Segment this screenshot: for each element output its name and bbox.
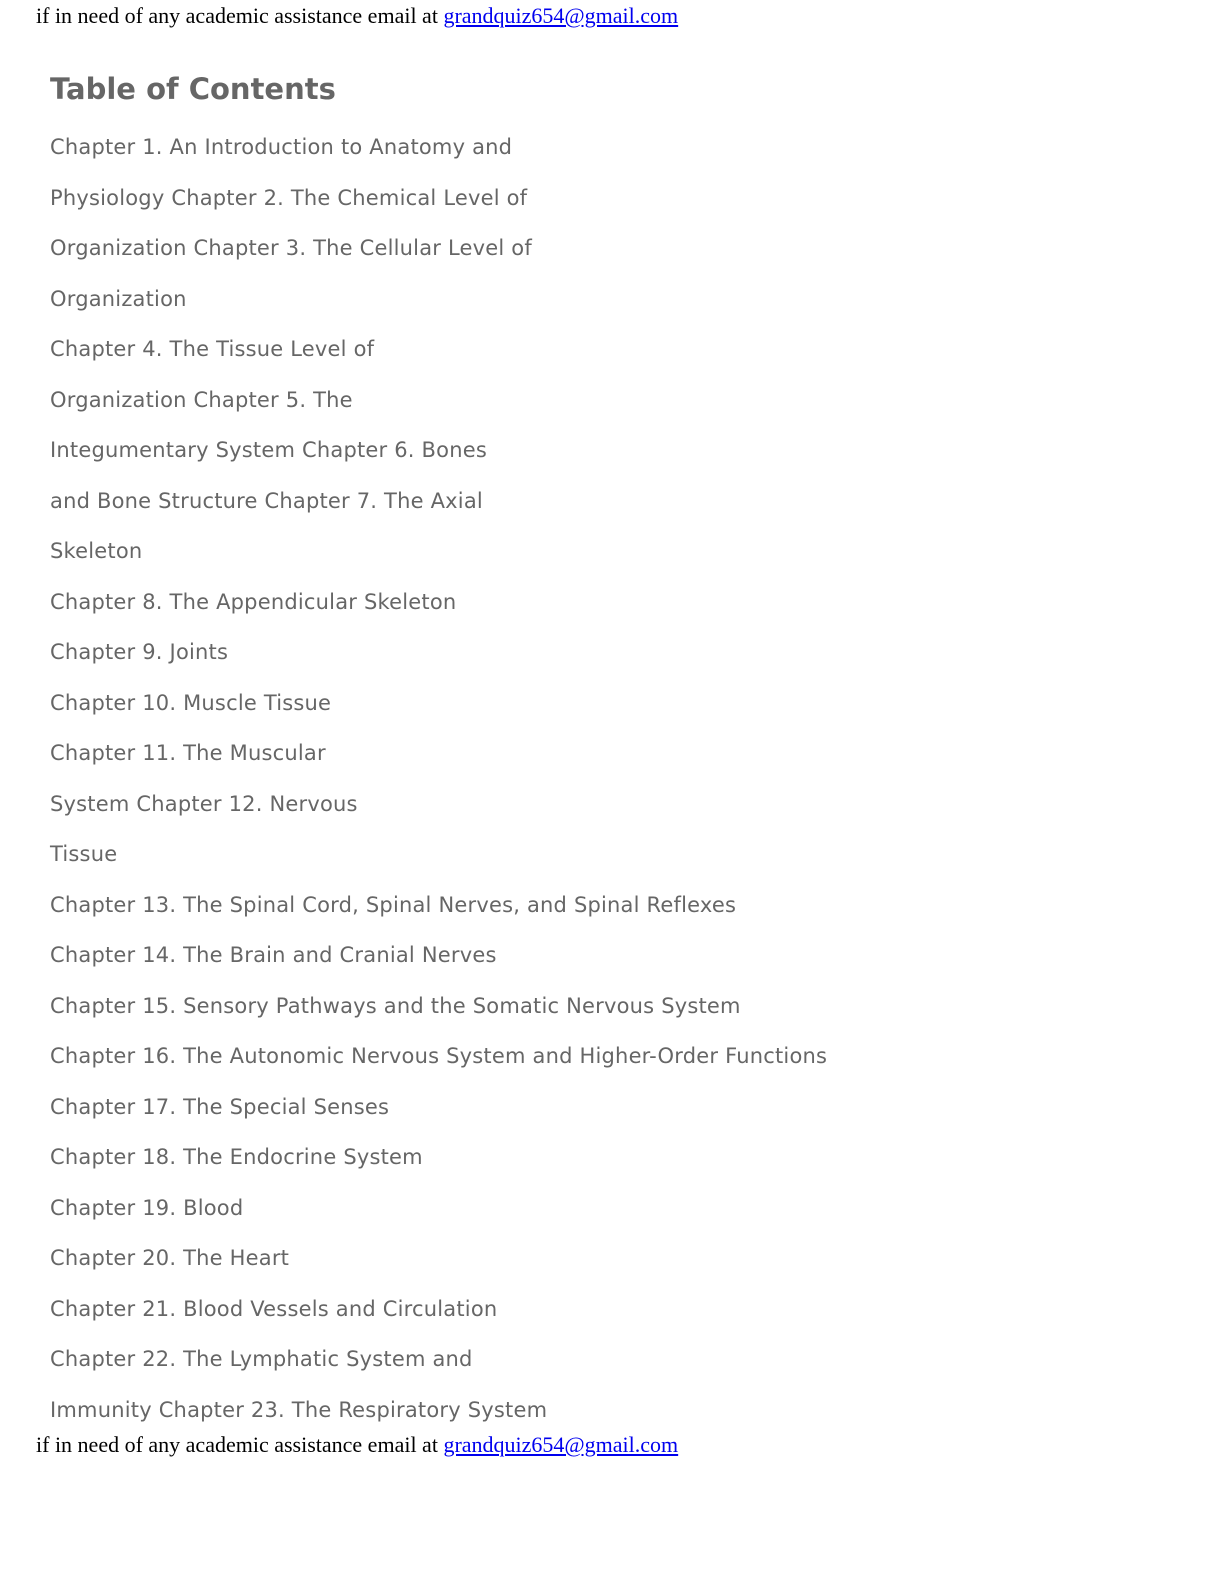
toc-line: Chapter 9. Joints	[50, 640, 229, 664]
table-of-contents	[50, 70, 827, 1435]
toc-line: Chapter 4. The Tissue Level of	[50, 337, 375, 361]
email-link[interactable]: grandquiz654@gmail.com	[443, 1432, 679, 1457]
footer-banner	[36, 1432, 678, 1458]
toc-line: System Chapter 12. Nervous	[50, 791, 358, 816]
toc-line: Chapter 8. The Appendicular Skeleton	[50, 589, 457, 614]
toc-line: Chapter 15. Sensory Pathways and the Somatic Nervous System	[50, 993, 741, 1018]
banner-text: if in need of any academic assistance email at	[36, 1432, 444, 1457]
toc-title: Table of Contents	[50, 72, 336, 106]
toc-line: Chapter 13. The Spinal Cord, Spinal Nerves, and Spinal Reflexes	[50, 892, 737, 917]
toc-line: Chapter 20. The Heart	[50, 1246, 290, 1270]
toc-line: Chapter 16. The Autonomic Nervous System and Higher-Order Functions	[50, 1044, 828, 1068]
toc-line: Organization	[50, 286, 187, 311]
toc-line: Chapter 22. The Lymphatic System and	[50, 1347, 473, 1371]
toc-line: Integumentary System Chapter 6. Bones	[50, 438, 487, 462]
toc-list	[50, 122, 827, 1435]
toc-line: Skeleton	[50, 539, 143, 563]
header-banner	[36, 3, 678, 29]
toc-line: Chapter 17. The Special Senses	[50, 1094, 390, 1119]
toc-line: Chapter 1. An Introduction to Anatomy and	[50, 135, 513, 159]
toc-line: Tissue	[50, 842, 118, 866]
email-link[interactable]: grandquiz654@gmail.com	[443, 3, 679, 28]
banner-text: if in need of any academic assistance email at	[36, 3, 444, 28]
toc-line: Chapter 10. Muscle Tissue	[50, 690, 332, 715]
toc-line: Chapter 21. Blood Vessels and Circulation	[50, 1296, 498, 1321]
toc-line: Immunity Chapter 23. The Respiratory System	[50, 1397, 548, 1422]
toc-line: and Bone Structure Chapter 7. The Axial	[50, 488, 483, 513]
toc-line: Chapter 18. The Endocrine System	[50, 1145, 423, 1169]
toc-line: Chapter 19. Blood	[50, 1195, 244, 1220]
toc-line: Chapter 14. The Brain and Cranial Nerves	[50, 943, 497, 967]
toc-line: Organization Chapter 3. The Cellular Level of	[50, 236, 532, 260]
toc-line: Physiology Chapter 2. The Chemical Level of	[50, 185, 528, 210]
toc-line: Chapter 11. The Muscular	[50, 741, 326, 765]
toc-line: Organization Chapter 5. The	[50, 387, 353, 412]
